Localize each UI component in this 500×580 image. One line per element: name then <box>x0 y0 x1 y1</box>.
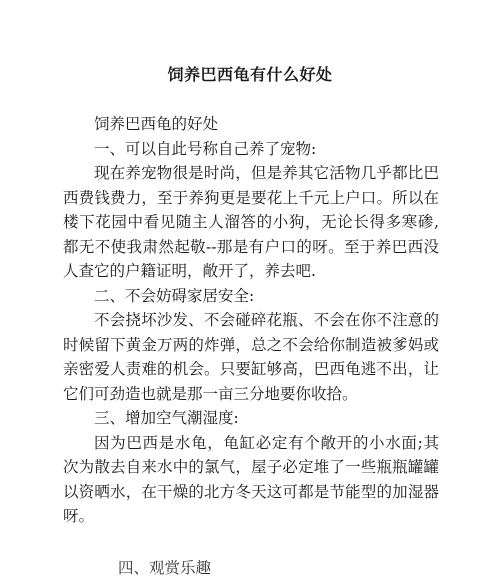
section-2-text: 不会挠坏沙发、不会碰碎花瓶、不会在你不注意的时候留下黄金万两的炸弹，总之不会给你制造被爹妈或亲密爱人责难的机会。只要缸够高，巴西龟逃不出，让它们可劲造也就是那一亩三分地要你收拾。 <box>63 311 439 403</box>
section-1-heading: 一、可以自此号称自己养了宠物: <box>94 139 317 158</box>
document-heading: 饲养巴西龟的好处 <box>94 115 219 133</box>
document-body <box>63 112 439 529</box>
section-1-text: 现在养宠物很是时尚，但是养其它活物几乎都比巴西费钱费力，至于养狗更是要花上千元上户口。所以在楼下花园中看见随主人溜答的小狗，无论长得多寒碜,都无不使我肃然起敬--那是有户口的呀。至于养巴西没人查它的户籍证明，敞开了，养去吧. <box>63 164 439 280</box>
section-3-text: 因为巴西是水龟，龟缸必定有个敞开的小水面;其次为散去自来水中的氯气，屋子必定堆了一些瓶瓶罐罐以资晒水，在干燥的北方冬天这可都是节能型的加湿器呀。 <box>63 433 439 525</box>
document-title: 饲养巴西龟有什么好处 <box>167 65 333 84</box>
section-3-heading: 三、增加空气潮湿度: <box>94 409 239 427</box>
partial-cut-off-line: 四、观赏乐趣 <box>118 559 212 577</box>
section-2-heading: 二、不会妨碍家居安全: <box>94 286 255 305</box>
